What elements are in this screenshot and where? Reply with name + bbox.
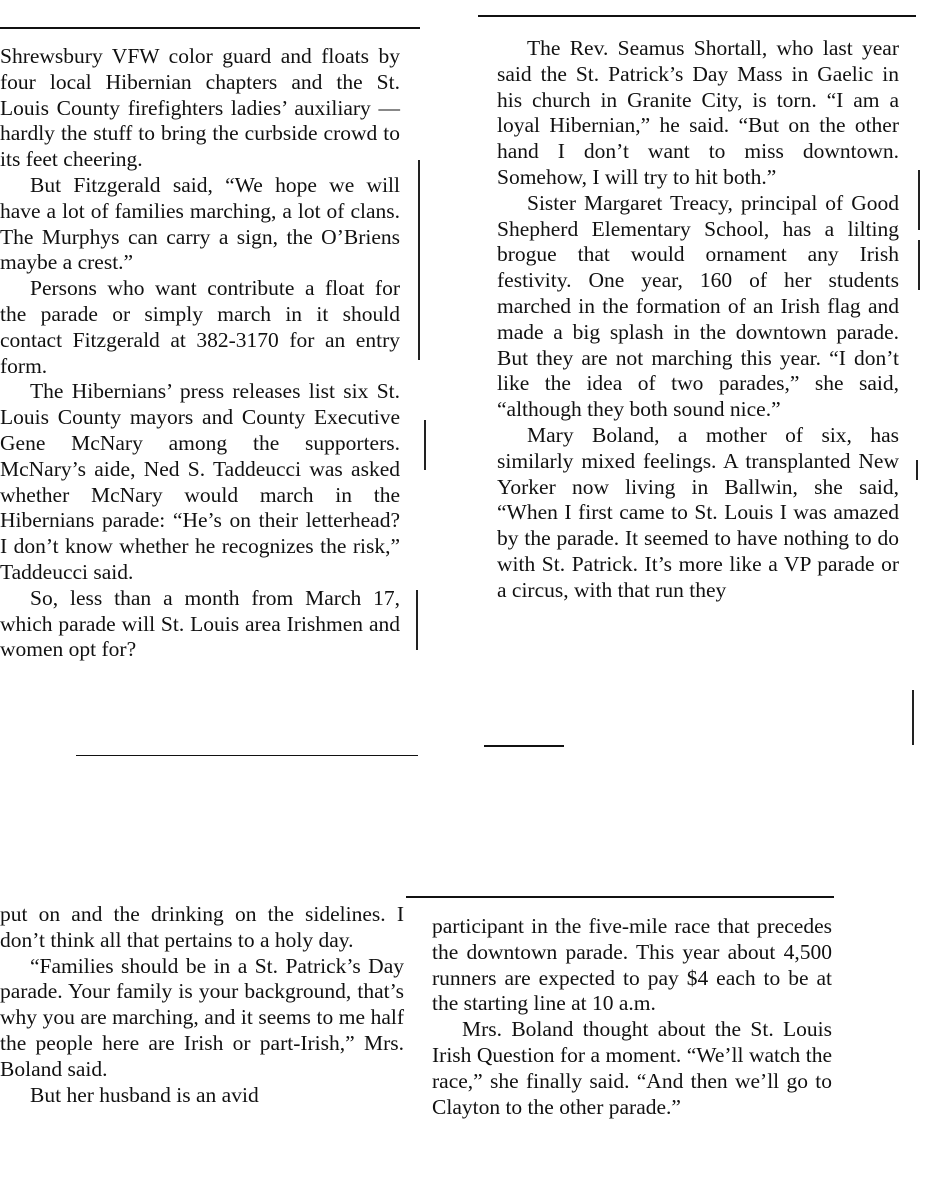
- top-right-rule: [478, 15, 916, 17]
- top-right-bottom-rule: [484, 745, 564, 747]
- paragraph: Shrewsbury VFW color guard and floats by four local Hibernian chapters and the St. Louis County firefighters ladies’ auxiliary — hardly the stuff to bring the curbside crowd to its feet cheering.: [0, 44, 400, 172]
- paragraph: put on and the drinking on the sidelines. I don’t think all that pertains to a holy day.: [0, 902, 404, 952]
- paragraph: Sister Margaret Treacy, principal of Good Shepherd Elementary School, has a lilting brogue that would ornament any Irish festivity. One year, 160 of her students marched in the formation of an Irish flag and made a big splash in the downtown parade. But they are not marching this year. “I don’t like the idea of two parades,” she said, “although they both sound nice.”: [497, 190, 899, 422]
- column-edge-mark: [918, 240, 920, 290]
- paragraph: “Families should be in a St. Patrick’s Day parade. Your family is your background, that’s why you are marching, and it seems to me half the people here are Irish or part-Irish,” Mrs. Boland said.: [0, 953, 404, 1081]
- column-edge-mark: [424, 420, 426, 470]
- top-left-bottom-rule: [76, 755, 418, 756]
- paragraph: participant in the five-mile race that precedes the downtown parade. This year about 4,500 runners are expected to pay $4 each to be at the starting line at 10 a.m.: [432, 914, 832, 1016]
- paragraph: Mary Boland, a mother of six, has similarly mixed feelings. A transplanted New Yorker now living in Ballwin, she said, “When I first came to St. Louis I was amazed by the parade. It seemed to have nothing to do with St. Patrick. It’s more like a VP parade or a circus, with that run they: [497, 422, 899, 602]
- column-edge-mark: [916, 460, 918, 480]
- article-column-top-right: [497, 36, 899, 604]
- article-column-bottom-right: [432, 914, 832, 1120]
- article-column-top-left: [0, 44, 400, 663]
- column-edge-mark: [416, 590, 418, 650]
- article-column-bottom-left: [0, 902, 404, 1108]
- column-edge-mark: [912, 690, 914, 745]
- paragraph: Mrs. Boland thought about the St. Louis Irish Question for a moment. “We’ll watch the race,” she finally said. “And then we’ll go to Clayton to the other parade.”: [432, 1017, 832, 1119]
- column-edge-mark: [918, 170, 920, 230]
- bottom-clipping-rule: [406, 896, 834, 898]
- paragraph: Persons who want contribute a float for the parade or simply march in it should contact Fitzgerald at 382-3170 for an entry form.: [0, 276, 400, 378]
- paragraph: But her husband is an avid: [30, 1082, 259, 1107]
- paragraph: The Hibernians’ press releases list six St. Louis County mayors and County Executive Gene McNary among the supporters. McNary’s aide, Ned S. Taddeucci was asked whether McNary would march in the Hibernians parade: “He’s on their letterhead? I don’t know whether he recognizes the risk,” Taddeucci said.: [0, 379, 400, 584]
- paragraph: But Fitzgerald said, “We hope we will have a lot of families marching, a lot of clans. The Murphys can carry a sign, the O’Briens maybe a crest.”: [0, 172, 400, 275]
- column-edge-mark: [418, 160, 420, 360]
- paragraph: So, less than a month from March 17, which parade will St. Louis area Irishmen and women opt for?: [0, 585, 400, 662]
- paragraph: The Rev. Seamus Shortall, who last year said the St. Patrick’s Day Mass in Gaelic in his church in Granite City, is torn. “I am a loyal Hibernian,” he said. “But on the other hand I don’t want to miss downtown. Somehow, I will try to hit both.”: [497, 36, 899, 189]
- top-left-rule: [0, 27, 420, 29]
